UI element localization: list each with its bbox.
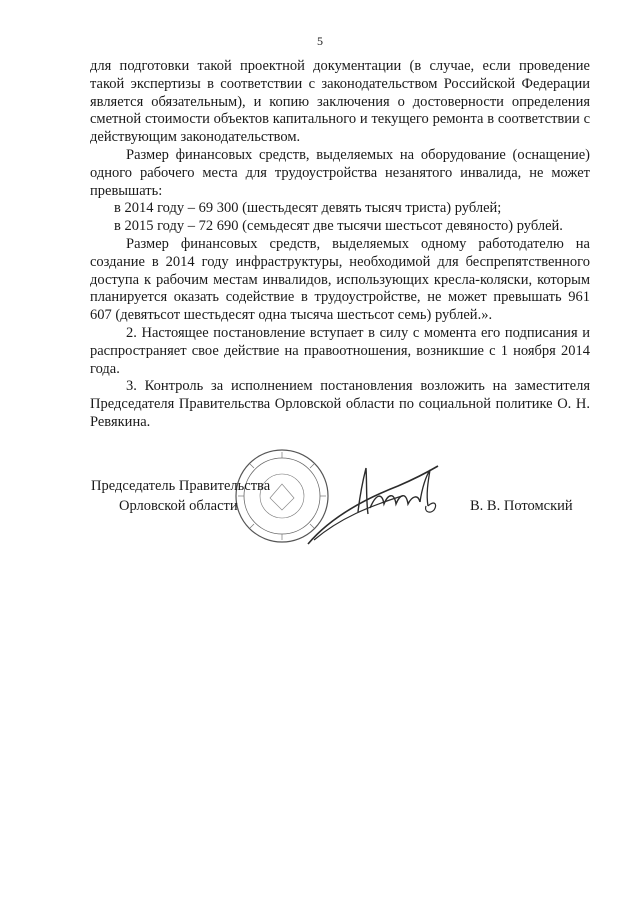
page-number: 5 (317, 34, 323, 48)
signature-block (0, 446, 640, 566)
paragraph-clause-2: 2. Настоящее постановление вступает в силу с момента его подписания и распространяет свое действие на правоотношения, возникшие с 1 ноября 2014 года. (90, 324, 590, 377)
paragraph-2014-limit: в 2014 году – 69 300 (шестьдесят девять тысяч триста) рублей; (114, 200, 502, 217)
paragraph-1: для подготовки такой проектной документации (в случае, если проведение такой экспертизы в соответствии с законодательством Российской Федерации является обязательным), и копию заключения о достоверности определения сметной стоимости объектов капитального и текущего ремонта в соответствии с действующим законодательством. (90, 58, 590, 146)
document-body (90, 58, 590, 432)
paragraph-infrastructure-limit: Размер финансовых средств, выделяемых одному работодателю на создание в 2014 году инфраструктуры, необходимой для беспрепятственного доступа к рабочим местам инвалидов, использующих кресла-коляски, которым планируется оказать содействие в трудоустройстве, не может превышать 961 607 (девятьсот шестьдесят одна тысяча шестьсот семь) рублей.». (90, 235, 590, 324)
paragraph-2015-limit: в 2015 году – 72 690 (семьдесят две тысячи шестьсот девяносто) рублей. (114, 218, 563, 235)
paragraph-clause-3: 3. Контроль за исполнением постановления возложить на заместителя Председателя Правительства Орловской области по социальной политике О. Н. Ревякина. (90, 378, 590, 430)
paragraph-2: Размер финансовых средств, выделяемых на оборудование (оснащение) одного рабочего места для трудоустройства незанятого инвалида, не может превышать: (90, 146, 590, 199)
signatory-title-line-1: Председатель Правительства (91, 478, 271, 494)
signatory-name: В. В. Потомский (470, 498, 573, 514)
signatory-title-line-2: Орловской области (119, 498, 238, 514)
handwritten-signature (300, 456, 450, 551)
